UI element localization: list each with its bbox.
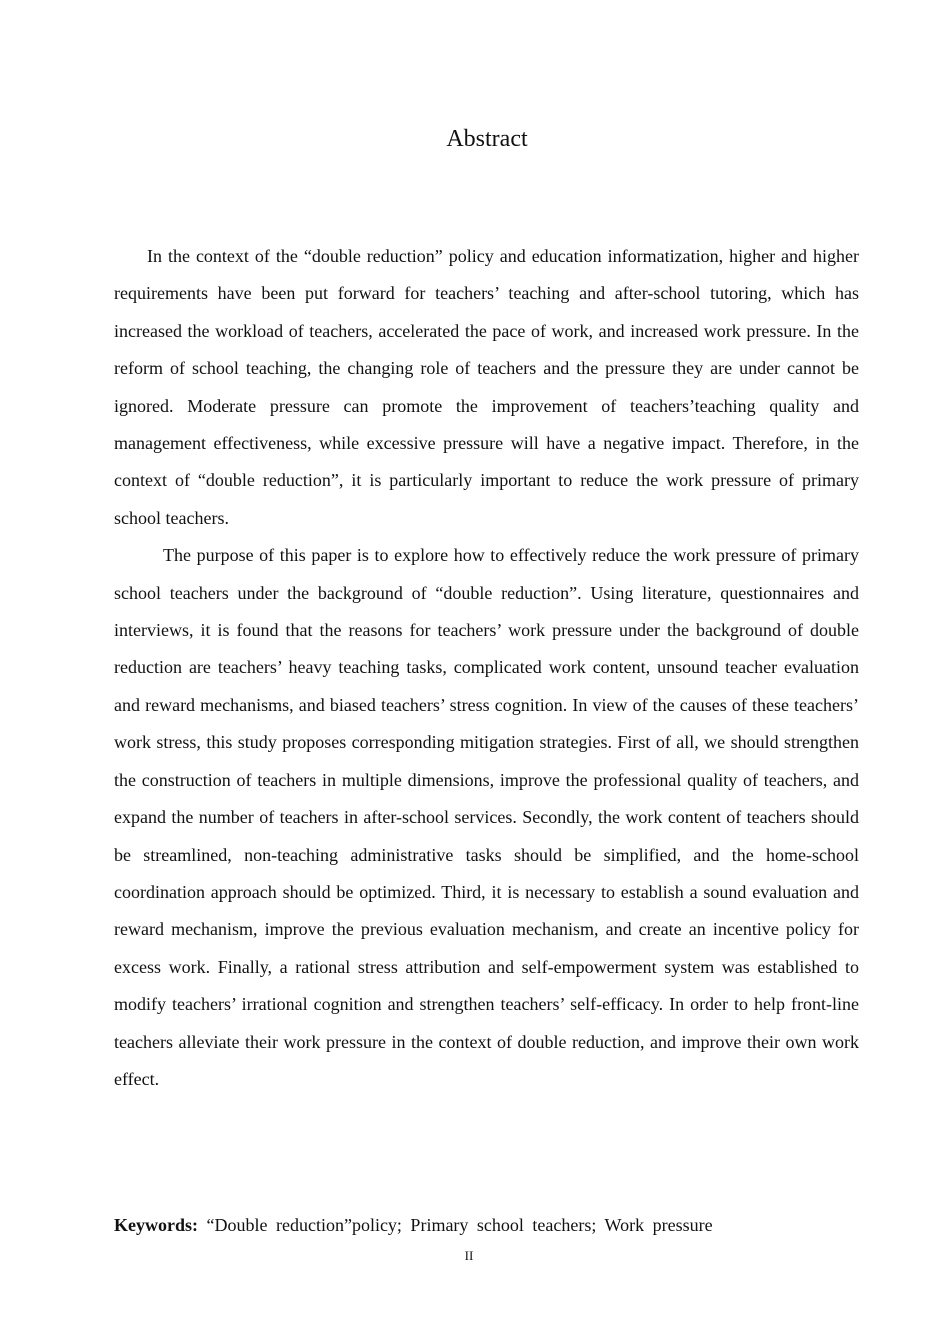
keywords-label: Keywords:	[114, 1215, 198, 1235]
abstract-paragraph-2: The purpose of this paper is to explore how to effectively reduce the work pressure of primary school teachers under the background of “double reduction”. Using literature, questionnaires and interviews, it is found that the reasons for teachers’ work pressure under the background of double reduction are teachers’ heavy teaching tasks, complicated work content, unsound teacher evaluation and reward mechanisms, and biased teachers’ stress cognition. In view of the causes of these teachers’ work stress, this study proposes corresponding mitigation strategies. First of all, we should strengthen the construction of teachers in multiple dimensions, improve the professional quality of teachers, and expand the number of teachers in after-school services. Secondly, the work content of teachers should be streamlined, non-teaching administrative tasks should be simplified, and the home-school coordination approach should be optimized. Third, it is necessary to establish a sound evaluation and reward mechanism, improve the previous evaluation mechanism, and create an incentive policy for excess work. Finally, a rational stress attribution and self-empowerment system was established to modify teachers’ irrational cognition and strengthen teachers’ self-efficacy. In order to help front-line teachers alleviate their work pressure in the context of double reduction, and improve their own work effect.	[114, 545, 859, 1089]
keywords-line	[114, 1209, 713, 1241]
page-number: II	[464, 1248, 474, 1263]
abstract-body	[114, 238, 859, 1098]
keywords-text: “Double reduction”policy; Primary school teachers; Work pressure	[206, 1215, 713, 1235]
abstract-paragraph-1: In the context of the “double reduction” policy and education informatization, higher and higher requirements have been put forward for teachers’ teaching and after-school tutoring, which has increased the workload of teachers, accelerated the pace of work, and increased work pressure. In the reform of school teaching, the changing role of teachers and the pressure they are under cannot be ignored. Moderate pressure can promote the improvement of teachers’teaching quality and management effectiveness, while excessive pressure will have a negative impact. Therefore, in the context of “double reduction”, it is particularly important to reduce the work pressure of primary school teachers.	[114, 246, 859, 528]
abstract-title: Abstract	[446, 126, 528, 152]
